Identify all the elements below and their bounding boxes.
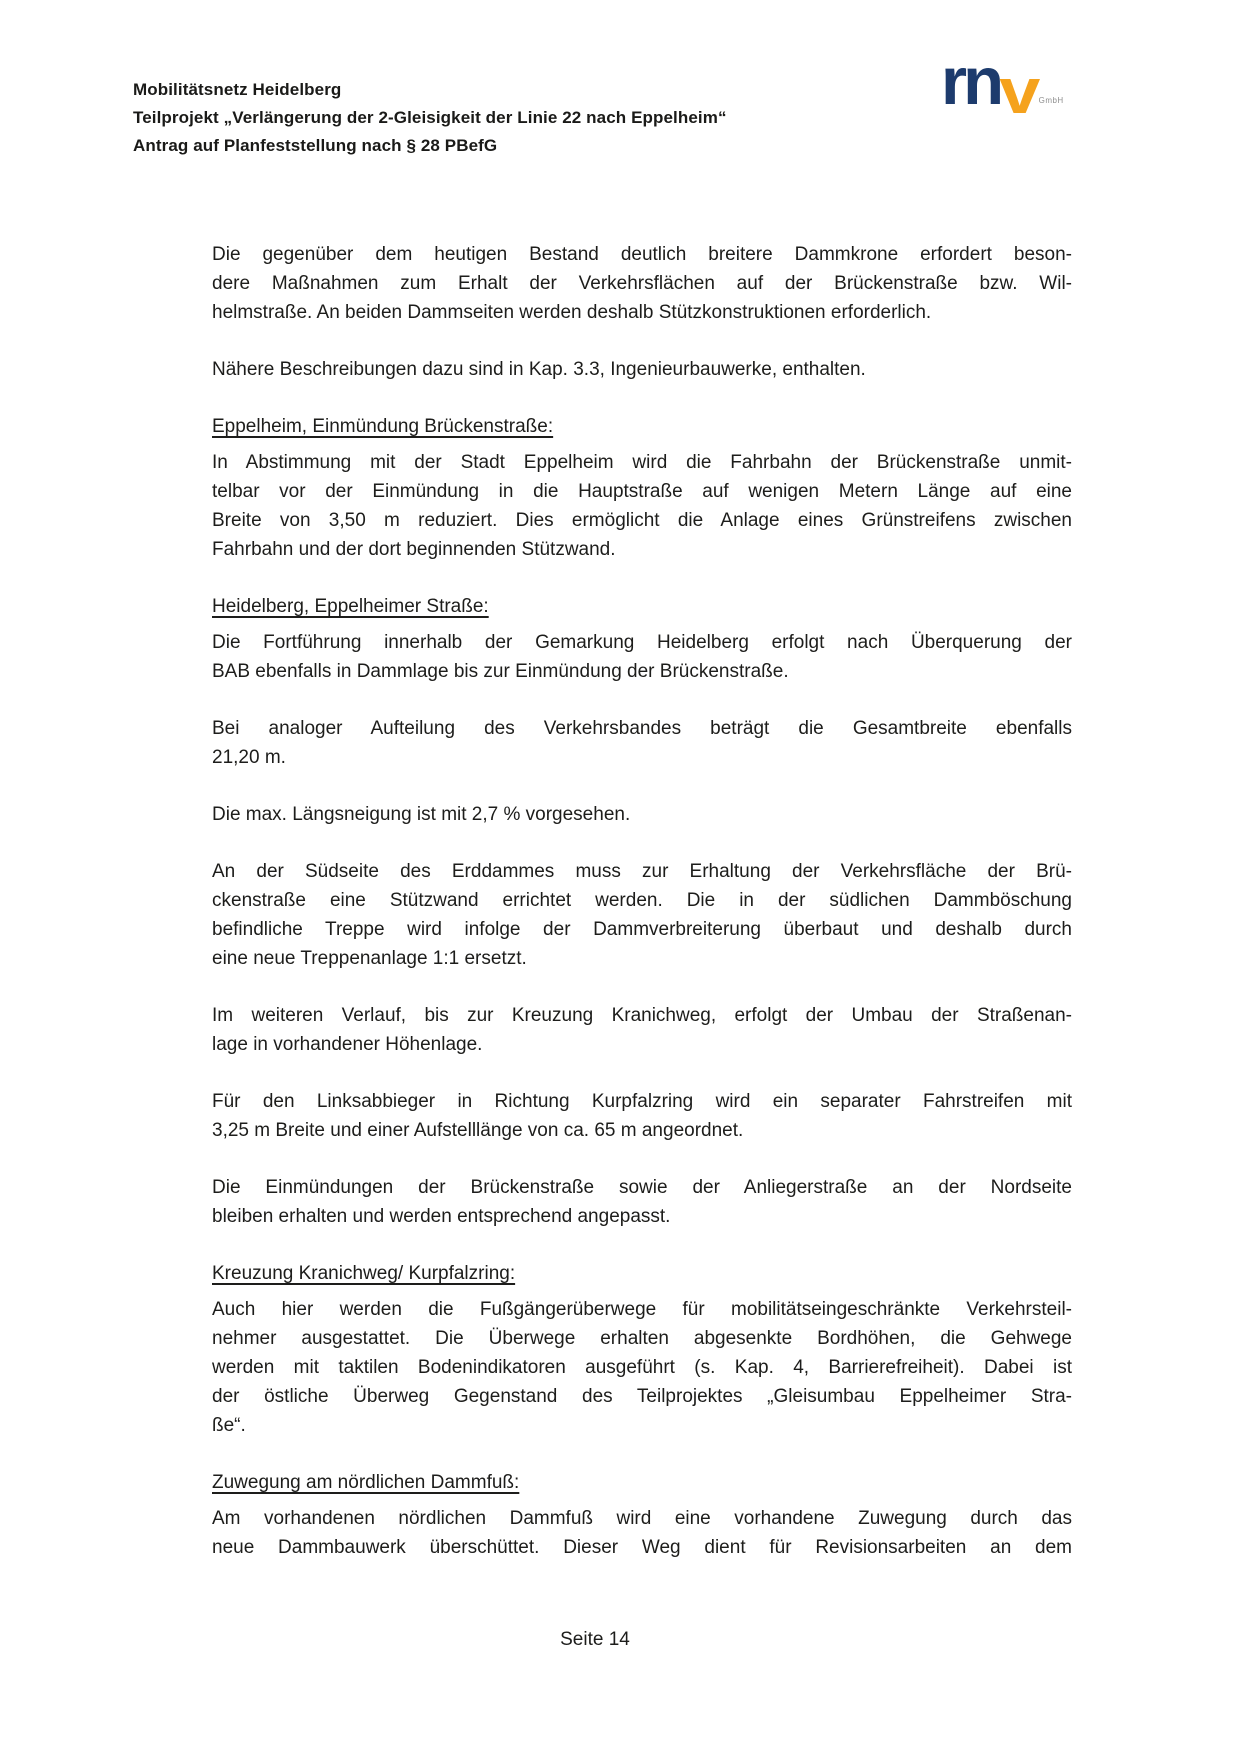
paragraph: [212, 857, 1072, 973]
text-line: Die gegenüber dem heutigen Bestand deutlich breitere Dammkrone erfordert beson-: [212, 244, 1072, 265]
paragraph: [212, 1001, 1072, 1059]
section-heading: Heidelberg, Eppelheimer Straße:: [212, 596, 489, 617]
text-line: ße“.: [212, 1415, 246, 1436]
text-line: An der Südseite des Erddammes muss zur Erhaltung der Verkehrsfläche der Brü-: [212, 861, 1072, 882]
text-line: In Abstimmung mit der Stadt Eppelheim wird die Fahrbahn der Brückenstraße unmit-: [212, 452, 1072, 473]
text-line: Fahrbahn und der dort beginnenden Stützwand.: [212, 539, 616, 560]
section-heading: Eppelheim, Einmündung Brückenstraße:: [212, 416, 554, 437]
text-line: neue Dammbauwerk überschüttet. Dieser Weg dient für Revisionsarbeiten an dem: [212, 1537, 1072, 1558]
paragraph: [212, 714, 1072, 772]
text-line: dere Maßnahmen zum Erhalt der Verkehrsflächen auf der Brückenstraße bzw. Wil-: [212, 273, 1072, 294]
text-line: lage in vorhandener Höhenlage.: [212, 1034, 483, 1055]
paragraph: [212, 448, 1072, 564]
text-line: Für den Linksabbieger in Richtung Kurpfalzring wird ein separater Fahrstreifen mit: [212, 1091, 1072, 1112]
header-project-title: Mobilitätsnetz Heidelberg: [133, 80, 342, 99]
section-heading: Kreuzung Kranichweg/ Kurpfalzring:: [212, 1263, 516, 1284]
text-line: Am vorhandenen nördlichen Dammfuß wird eine vorhandene Zuwegung durch das: [212, 1508, 1072, 1529]
rnv-logo: [941, 44, 1081, 127]
paragraph: [212, 1173, 1072, 1231]
header-subproject-title: Teilprojekt „Verlängerung der 2-Gleisigkeit der Linie 22 nach Eppelheim“: [133, 108, 727, 127]
paragraph: [212, 355, 1072, 384]
document-header: [133, 76, 727, 160]
paragraph: [212, 800, 1072, 829]
text-line: Auch hier werden die Fußgängerüberwege für mobilitätseingeschränkte Verkehrsteil-: [212, 1299, 1072, 1320]
text-line: 3,25 m Breite und einer Aufstelllänge von ca. 65 m angeordnet.: [212, 1120, 744, 1141]
text-line: befindliche Treppe wird infolge der Dammverbreiterung überbaut und deshalb durch: [212, 919, 1072, 940]
paragraph: [212, 628, 1072, 686]
text-line: werden mit taktilen Bodenindikatoren ausgeführt (s. Kap. 4, Barrierefreiheit). Dabei ist: [212, 1357, 1072, 1378]
paragraph: [212, 240, 1072, 327]
paragraph: [212, 1295, 1072, 1440]
section-heading: Zuwegung am nördlichen Dammfuß:: [212, 1472, 520, 1493]
text-line: helmstraße. An beiden Dammseiten werden deshalb Stützkonstruktionen erforderlich.: [212, 302, 932, 323]
text-line: Bei analoger Aufteilung des Verkehrsbandes beträgt die Gesamtbreite ebenfalls: [212, 718, 1072, 739]
text-line: Die Einmündungen der Brückenstraße sowie der Anliegerstraße an der Nordseite: [212, 1177, 1072, 1198]
text-line: Die Fortführung innerhalb der Gemarkung Heidelberg erfolgt nach Überquerung der: [212, 632, 1072, 653]
page-footer: [0, 1629, 1190, 1651]
rnv-logo-rn-text: rn: [941, 44, 1000, 119]
paragraph: [212, 1087, 1072, 1145]
rnv-logo-gmbh-suffix: GmbH: [1038, 96, 1064, 105]
text-line: nehmer ausgestattet. Die Überwege erhalten abgesenkte Bordhöhen, die Gehwege: [212, 1328, 1072, 1349]
text-line: Nähere Beschreibungen dazu sind in Kap. 3.3, Ingenieurbauwerke, enthalten.: [212, 359, 866, 380]
page-number-label: Seite 14: [560, 1629, 630, 1650]
document-body: [212, 240, 1072, 1590]
text-line: BAB ebenfalls in Dammlage bis zur Einmündung der Brückenstraße.: [212, 661, 789, 682]
text-line: Die max. Längsneigung ist mit 2,7 % vorgesehen.: [212, 804, 631, 825]
text-line: bleiben erhalten und werden entsprechend angepasst.: [212, 1206, 671, 1227]
text-line: 21,20 m.: [212, 747, 286, 768]
text-line: Breite von 3,50 m reduziert. Dies ermöglicht die Anlage eines Grünstreifens zwischen: [212, 510, 1072, 531]
header-application-title: Antrag auf Planfeststellung nach § 28 PBefG: [133, 136, 498, 155]
text-line: Im weiteren Verlauf, bis zur Kreuzung Kranichweg, erfolgt der Umbau der Straßenan-: [212, 1005, 1072, 1026]
text-line: ckenstraße eine Stützwand errichtet werden. Die in der südlichen Dammböschung: [212, 890, 1072, 911]
paragraph: [212, 1504, 1072, 1562]
text-line: der östliche Überweg Gegenstand des Teilprojektes „Gleisumbau Eppelheimer Stra-: [212, 1386, 1072, 1407]
text-line: eine neue Treppenanlage 1:1 ersetzt.: [212, 948, 527, 969]
text-line: telbar vor der Einmündung in die Hauptstraße auf wenigen Metern Länge auf eine: [212, 481, 1072, 502]
rnv-logo-v-mark: v: [999, 55, 1041, 127]
